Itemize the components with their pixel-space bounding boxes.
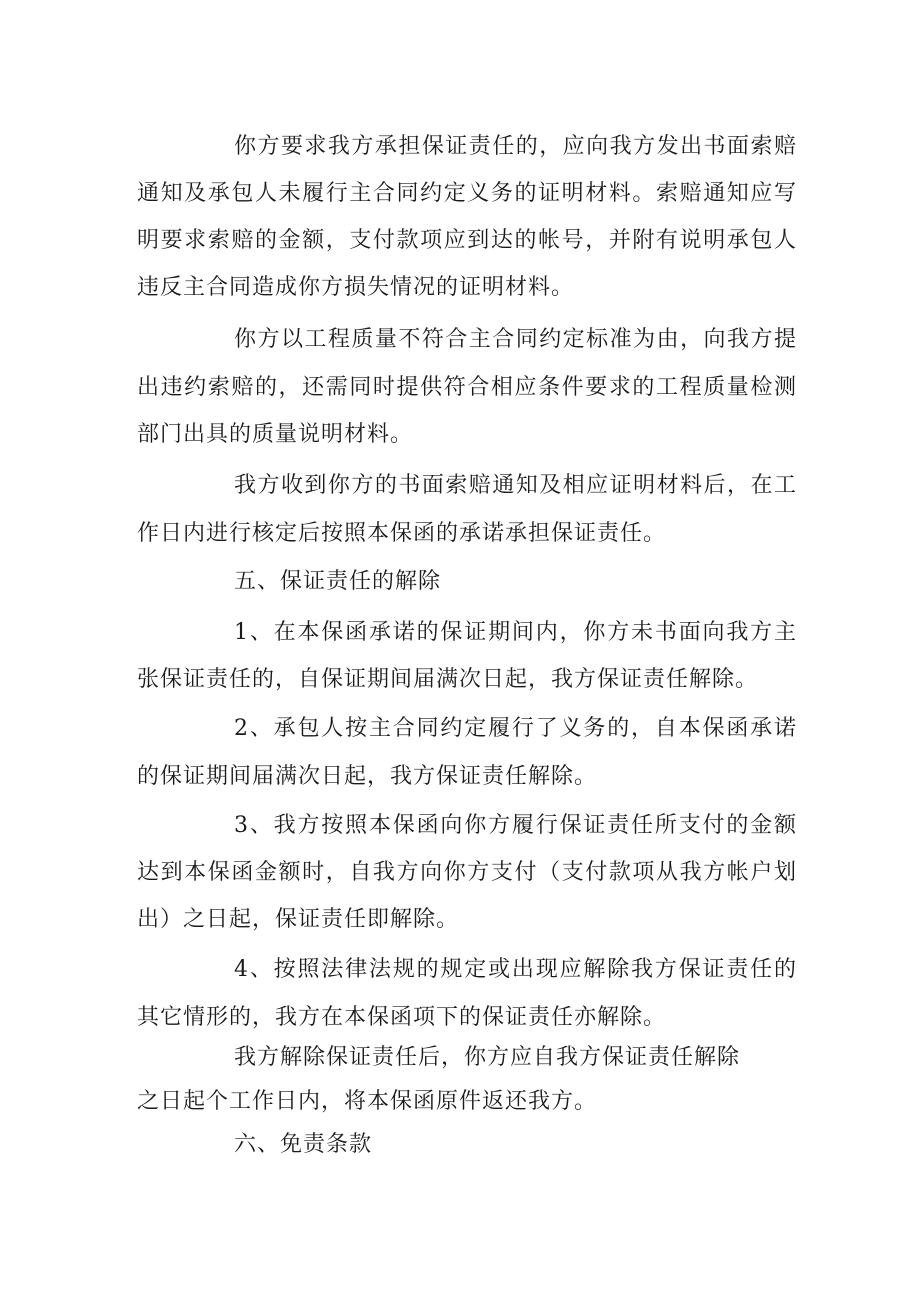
section-heading: 六、免责条款 xyxy=(234,1132,373,1157)
text-line: 3、我方按照本保函向你方履行保证责任所支付的金额 xyxy=(234,813,797,838)
text-line: 4、按照法律法规的规定或出现应解除我方保证责任的 xyxy=(234,957,797,982)
text-line: 你方以工程质量不符合主合同约定标准为由，向我方提 xyxy=(234,327,797,352)
text-line: 我方收到你方的书面索赔通知及相应证明材料后，在工 xyxy=(234,473,797,498)
text-line: 张保证责任的，自保证期间届满次日起，我方保证责任解除。 xyxy=(137,667,759,692)
text-line: 违反主合同造成你方损失情况的证明材料。 xyxy=(137,275,575,300)
text-line: 之日起个工作日内，将本保函原件返还我方。 xyxy=(137,1089,598,1114)
text-line: 出）之日起，保证责任即解除。 xyxy=(137,907,460,932)
text-line: 我方解除保证责任后，你方应自我方保证责任解除 xyxy=(234,1045,741,1070)
text-line: 达到本保函金额时，自我方向你方支付（支付款项从我方帐户划 xyxy=(137,860,797,885)
text-line: 你方要求我方承担保证责任的，应向我方发出书面索赔 xyxy=(234,134,797,159)
text-line: 通知及承包人未履行主合同约定义务的证明材料。索赔通知应写 xyxy=(137,181,797,206)
text-line: 1、在本保函承诺的保证期间内，你方未书面向我方主 xyxy=(234,620,797,645)
text-line: 部门出具的质量说明材料。 xyxy=(137,422,414,447)
text-line: 其它情形的，我方在本保函项下的保证责任亦解除。 xyxy=(137,1005,667,1030)
section-heading: 五、保证责任的解除 xyxy=(234,569,442,594)
text-line: 出违约索赔的，还需同时提供符合相应条件要求的工程质量检测 xyxy=(137,375,797,400)
text-line: 作日内进行核定后按照本保函的承诺承担保证责任。 xyxy=(137,521,667,546)
text-line: 的保证期间届满次日起，我方保证责任解除。 xyxy=(137,764,598,789)
text-line: 明要求索赔的金额，支付款项应到达的帐号，并附有说明承包人 xyxy=(137,228,797,253)
text-line: 2、承包人按主合同约定履行了义务的，自本保函承诺 xyxy=(234,716,797,741)
